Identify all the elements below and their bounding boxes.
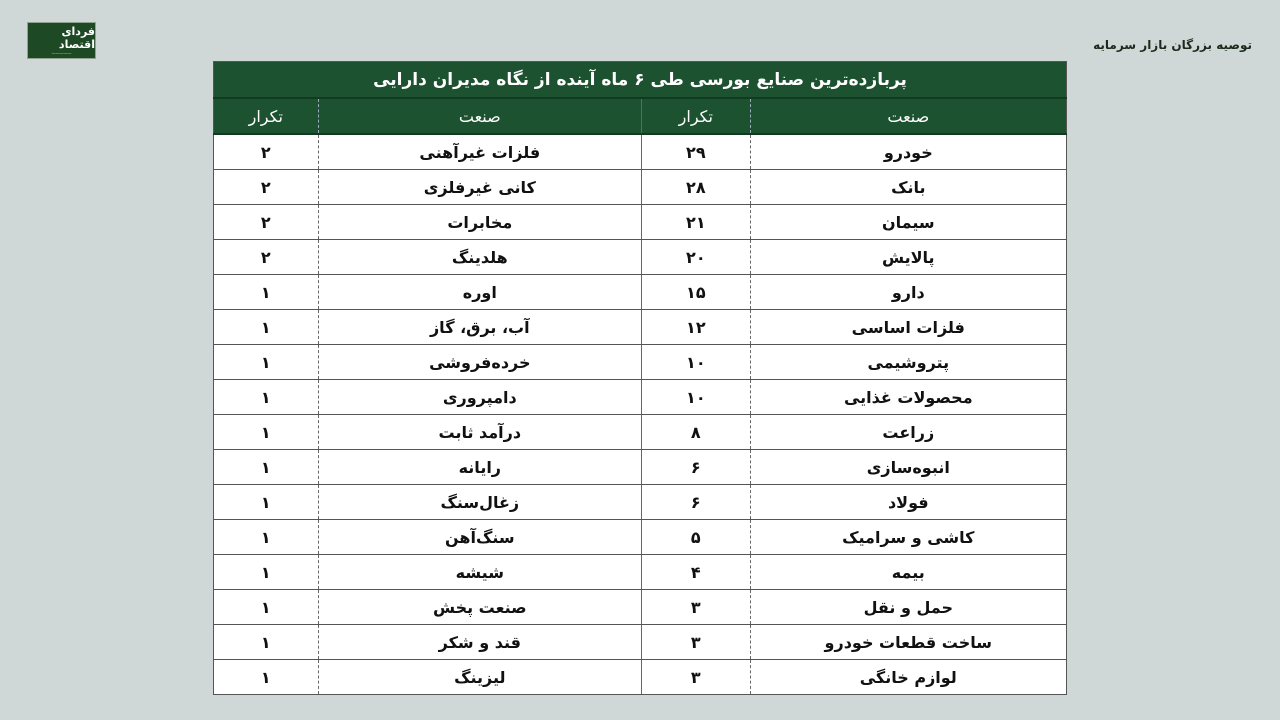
table-row — [214, 240, 1067, 275]
table-row — [214, 170, 1067, 205]
cell-industry: بانک — [750, 170, 1066, 205]
cell-industry: بیمه — [750, 555, 1066, 590]
logo-subline: ————— — [51, 51, 72, 56]
cell-count-2: ۱ — [214, 310, 319, 345]
table-row — [214, 625, 1067, 660]
table-row — [214, 590, 1067, 625]
cell-industry: لوازم خانگی — [750, 660, 1066, 695]
cell-industry: کاشی و سرامیک — [750, 520, 1066, 555]
cell-count: ۱۰ — [642, 345, 751, 380]
cell-industry: پالایش — [750, 240, 1066, 275]
caption: توصیه بزرگان بازار سرمایه — [1093, 38, 1252, 52]
cell-industry-2: صنعت پخش — [318, 590, 642, 625]
table-row — [214, 415, 1067, 450]
cell-count-2: ۱ — [214, 415, 319, 450]
table-row — [214, 310, 1067, 345]
cell-industry: ساخت قطعات خودرو — [750, 625, 1066, 660]
cell-count-2: ۱ — [214, 520, 319, 555]
cell-count: ۸ — [642, 415, 751, 450]
cell-count-2: ۱ — [214, 590, 319, 625]
table-row — [214, 380, 1067, 415]
cell-count: ۳ — [642, 625, 751, 660]
table-row — [214, 485, 1067, 520]
cell-industry-2: مخابرات — [318, 205, 642, 240]
cell-industry-2: قند و شکر — [318, 625, 642, 660]
cell-count: ۶ — [642, 485, 751, 520]
cell-count: ۲۰ — [642, 240, 751, 275]
table-row — [214, 520, 1067, 555]
header-count-2: تکرار — [214, 98, 319, 134]
cell-industry-2: سنگ‌آهن — [318, 520, 642, 555]
cell-industry-2: رایانه — [318, 450, 642, 485]
cell-count-2: ۱ — [214, 485, 319, 520]
cell-count-2: ۱ — [214, 380, 319, 415]
cell-industry: فلزات اساسی — [750, 310, 1066, 345]
cell-industry: محصولات غذایی — [750, 380, 1066, 415]
cell-industry-2: شیشه — [318, 555, 642, 590]
cell-industry-2: زغال‌سنگ — [318, 485, 642, 520]
cell-count-2: ۲ — [214, 170, 319, 205]
cell-industry-2: خرده‌فروشی — [318, 345, 642, 380]
cell-count: ۱۰ — [642, 380, 751, 415]
table-row — [214, 660, 1067, 695]
logo-text: فردای اقتصاد — [58, 25, 95, 51]
cell-count: ۴ — [642, 555, 751, 590]
cell-industry: دارو — [750, 275, 1066, 310]
cell-count: ۶ — [642, 450, 751, 485]
cell-count: ۲۹ — [642, 134, 751, 170]
cell-count-2: ۲ — [214, 134, 319, 170]
table-row — [214, 555, 1067, 590]
cell-count: ۲۱ — [642, 205, 751, 240]
cell-industry-2: کانی غیرفلزی — [318, 170, 642, 205]
cell-industry: خودرو — [750, 134, 1066, 170]
cell-industry-2: درآمد ثابت — [318, 415, 642, 450]
table-row — [214, 450, 1067, 485]
cell-count-2: ۱ — [214, 345, 319, 380]
cell-industry: سیمان — [750, 205, 1066, 240]
cell-count: ۵ — [642, 520, 751, 555]
logo — [27, 22, 96, 59]
table-row — [214, 345, 1067, 380]
cell-industry-2: اوره — [318, 275, 642, 310]
cell-count: ۱۲ — [642, 310, 751, 345]
cell-industry-2: هلدینگ — [318, 240, 642, 275]
cell-count-2: ۱ — [214, 275, 319, 310]
cell-industry: پتروشیمی — [750, 345, 1066, 380]
cell-count: ۱۵ — [642, 275, 751, 310]
header-count: تکرار — [642, 98, 751, 134]
cell-industry-2: دامپروری — [318, 380, 642, 415]
cell-count: ۲۸ — [642, 170, 751, 205]
cell-industry: انبوه‌سازی — [750, 450, 1066, 485]
table-row — [214, 275, 1067, 310]
cell-count-2: ۱ — [214, 450, 319, 485]
industries-table — [213, 61, 1067, 695]
cell-industry-2: لیزینگ — [318, 660, 642, 695]
table-row — [214, 134, 1067, 170]
table-row — [214, 205, 1067, 240]
cell-count-2: ۲ — [214, 240, 319, 275]
cell-industry-2: فلزات غیرآهنی — [318, 134, 642, 170]
header-industry-2: صنعت — [318, 98, 642, 134]
cell-industry: زراعت — [750, 415, 1066, 450]
cell-count-2: ۲ — [214, 205, 319, 240]
cell-count-2: ۱ — [214, 555, 319, 590]
header-industry: صنعت — [750, 98, 1066, 134]
cell-count: ۳ — [642, 660, 751, 695]
cell-industry: حمل و نقل — [750, 590, 1066, 625]
cell-count: ۳ — [642, 590, 751, 625]
cell-industry-2: آب، برق، گاز — [318, 310, 642, 345]
cell-count-2: ۱ — [214, 625, 319, 660]
cell-industry: فولاد — [750, 485, 1066, 520]
cell-count-2: ۱ — [214, 660, 319, 695]
table-title: پربازده‌ترین صنایع بورسی طی ۶ ماه آینده از نگاه مدیران دارایی — [214, 62, 1067, 99]
